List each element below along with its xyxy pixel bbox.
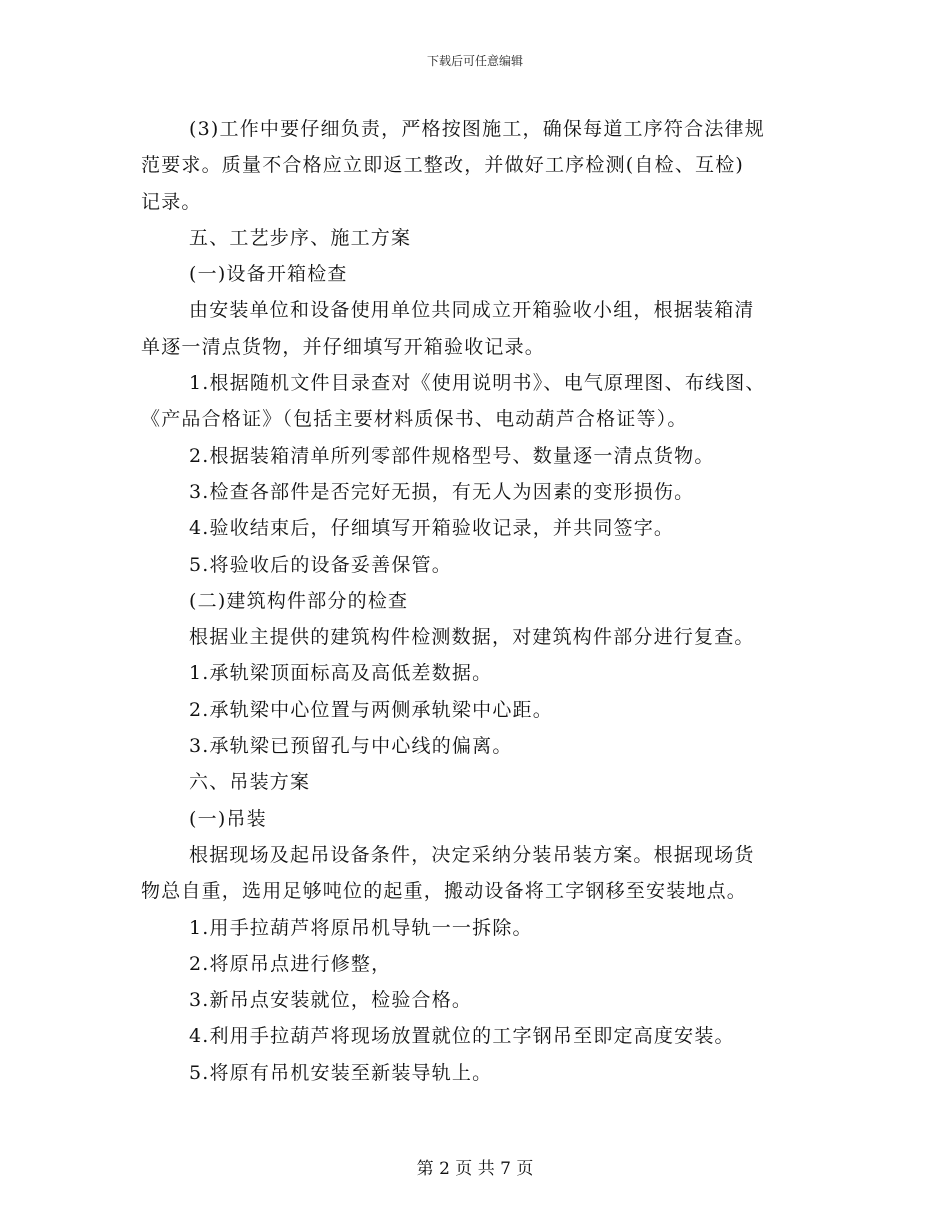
section-heading: 五、工艺步序、施工方案 [189,226,412,249]
list-item: 5.将验收后的设备妥善保管。 [189,553,452,576]
text-line: 《产品合格证》（包括主要材料质保书、电动葫芦合格证等）。 [141,408,688,431]
document-body [141,111,811,1091]
list-item: 3.新吊点安装就位，检验合格。 [189,989,473,1012]
list-item: 2.根据装箱清单所列零部件规格型号、数量逐一清点货物。 [189,444,715,467]
text-line: 记录。 [141,190,202,213]
text-line: 根据业主提供的建筑构件检测数据，对建筑构件部分进行复查。 [189,626,755,649]
subsection-heading: (二)建筑构件部分的检查 [189,589,409,612]
section-heading: 六、吊装方案 [189,771,311,794]
list-item: 2.承轨梁中心位置与两侧承轨梁中心距。 [189,698,553,721]
subsection-heading: (一)吊装 [189,807,267,830]
list-item: 2.将原吊点进行修整， [189,952,392,975]
list-item: 1.用手拉葫芦将原吊机导轨一一拆除。 [189,916,533,939]
page-header: 下载后可任意编辑 [426,54,523,68]
list-item: 4.利用手拉葫芦将现场放置就位的工字钢吊至即定高度安装。 [189,1025,735,1048]
text-line: 范要求。质量不合格应立即返工整改，并做好工序检测(自检、互检) [141,154,745,177]
text-line: (3)工作中要仔细负责，严格按图施工，确保每道工序符合法律规 [189,118,765,140]
list-item: 5.将原有吊机安装至新装导轨上。 [189,1061,493,1084]
subsection-heading: (一)设备开箱检查 [189,263,348,286]
list-item: 1.根据随机文件目录查对《使用说明书》、电气原理图、布线图、 [189,372,766,395]
text-line: 根据现场及起吊设备条件，决定采纳分装吊装方案。根据现场货 [189,843,755,866]
page-footer: 第 2 页 共 7 页 [416,1159,534,1179]
list-item: 1.承轨梁顶面标高及高低差数据。 [189,662,493,685]
text-line: 物总自重，选用足够吨位的起重，搬动设备将工字钢移至安装地点。 [141,880,748,903]
text-line: 单逐一清点货物，并仔细填写开箱验收记录。 [141,335,546,358]
list-item: 3.承轨梁已预留孔与中心线的偏离。 [189,735,513,758]
list-item: 4.验收结束后，仔细填写开箱验收记录，并共同签字。 [189,517,675,540]
text-line: 由安装单位和设备使用单位共同成立开箱验收小组，根据装箱清 [189,299,755,322]
list-item: 3.检查各部件是否完好无损，有无人为因素的变形损伤。 [189,480,695,503]
